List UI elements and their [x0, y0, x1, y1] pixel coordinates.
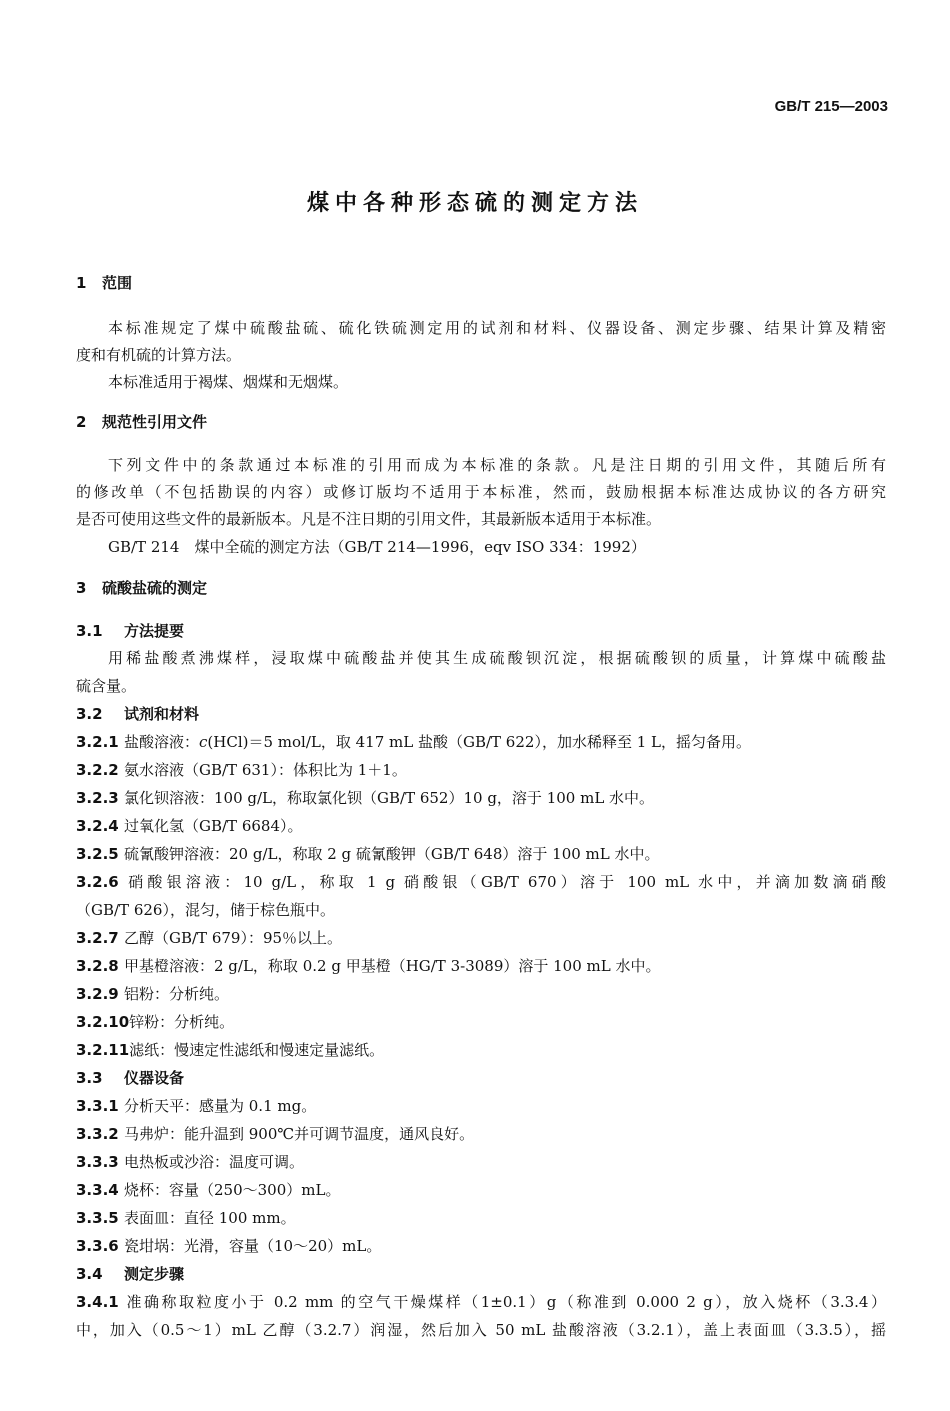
- clause-3-3-3: [76, 1152, 886, 1172]
- paragraph-line: 度和有机硫的计算方法。: [76, 346, 242, 364]
- section-title: 测定步骤: [124, 1265, 185, 1283]
- clause-number: 3.3.2: [76, 1125, 119, 1143]
- clause-number: 3.2.9: [76, 985, 119, 1003]
- clause-text: (HCl)＝5 mol/L，取 417 mL 盐酸（GB/T 622），加水稀释至 1 L，摇匀备用。: [207, 733, 751, 751]
- clause-3-2-6: [76, 872, 886, 892]
- clause-text: 烧杯：容量（250～300）mL。: [124, 1181, 341, 1199]
- subsection-3-3-heading: [76, 1068, 886, 1088]
- clause-number: 3.2.4: [76, 817, 119, 835]
- section-title: 方法提要: [124, 622, 185, 640]
- clause-3-3-5: [76, 1208, 886, 1228]
- section-number: 2: [76, 413, 87, 431]
- clause-number: 3.2.10: [76, 1013, 130, 1031]
- section-number: 1: [76, 274, 87, 292]
- clause-3-2-11: [76, 1040, 886, 1060]
- section-number: 3.3: [76, 1069, 103, 1087]
- section-title: 范围: [102, 274, 133, 292]
- section-title: 硫酸盐硫的测定: [102, 579, 208, 597]
- paragraph-line: 用稀盐酸煮沸煤样，浸取煤中硫酸盐并使其生成硫酸钡沉淀，根据硫酸钡的质量，计算煤中硫酸盐: [108, 649, 886, 667]
- section-number: 3.4: [76, 1265, 103, 1283]
- clause-continuation: 中，加入（0.5～1）mL 乙醇（3.2.7）润湿，然后加入 50 mL 盐酸溶液（3.2.1），盖上表面皿（3.3.5），摇: [76, 1321, 886, 1339]
- clause-3-4-1: [76, 1292, 886, 1312]
- clause-number: 3.2.11: [76, 1041, 130, 1059]
- section-number: 3: [76, 579, 87, 597]
- clause-3-2-8: [76, 956, 886, 976]
- section-title: 仪器设备: [124, 1069, 185, 1087]
- clause-3-2-2: [76, 760, 886, 780]
- clause-number: 3.3.1: [76, 1097, 119, 1115]
- clause-term: 盐酸溶液：: [124, 733, 200, 751]
- clause-3-2-1: [76, 732, 886, 752]
- section-1-heading: [76, 273, 886, 293]
- section-number: 3.1: [76, 622, 103, 640]
- clause-text: 马弗炉：能升温到 900℃并可调节温度，通风良好。: [124, 1125, 475, 1143]
- clause-3-3-6: [76, 1236, 886, 1256]
- section-title: 规范性引用文件: [102, 413, 208, 431]
- paragraph-line: 本标准适用于褐煤、烟煤和无烟煤。: [108, 373, 349, 391]
- clause-number: 3.2.6: [76, 873, 119, 891]
- clause-number: 3.2.1: [76, 733, 119, 751]
- clause-3-2-3: [76, 788, 886, 808]
- clause-text: 硫氰酸钾溶液：20 g/L，称取 2 g 硫氰酸钾（GB/T 648）溶于 100 mL 水中。: [124, 845, 660, 863]
- clause-3-2-4: [76, 816, 886, 836]
- clause-3-2-9: [76, 984, 886, 1004]
- clause-number: 3.2.3: [76, 789, 119, 807]
- clause-text: 瓷坩埚：光滑，容量（10～20）mL。: [124, 1237, 382, 1255]
- clause-text: 铝粉：分析纯。: [124, 985, 230, 1003]
- clause-number: 3.3.3: [76, 1153, 119, 1171]
- clause-text: 过氧化氢（GB/T 6684）。: [124, 817, 303, 835]
- clause-text: 电热板或沙浴：温度可调。: [124, 1153, 305, 1171]
- clause-number: 3.2.8: [76, 957, 119, 975]
- clause-3-2-5: [76, 844, 886, 864]
- subsection-3-2-heading: [76, 704, 886, 724]
- clause-number: 3.4.1: [76, 1293, 119, 1311]
- clause-number: 3.3.5: [76, 1209, 119, 1227]
- clause-3-3-2: [76, 1124, 886, 1144]
- clause-number: 3.3.6: [76, 1237, 119, 1255]
- clause-number: 3.2.5: [76, 845, 119, 863]
- concentration-symbol: c: [199, 733, 208, 751]
- clause-text: 锌粉：分析纯。: [129, 1013, 235, 1031]
- subsection-3-4-heading: [76, 1264, 886, 1284]
- clause-text: 硝酸银溶液：10 g/L，称取 1 g 硝酸银（GB/T 670）溶于 100 mL 水中，并滴加数滴硝酸: [124, 873, 886, 891]
- clause-3-3-1: [76, 1096, 886, 1116]
- clause-3-2-10: [76, 1012, 886, 1032]
- page-title: 煤中各种形态硫的测定方法: [306, 191, 643, 216]
- standard-number: GB/T 215—2003: [774, 98, 888, 115]
- clause-number: 3.3.4: [76, 1181, 119, 1199]
- clause-text: 表面皿：直径 100 mm。: [124, 1209, 296, 1227]
- clause-text: 氨水溶液（GB/T 631）：体积比为 1＋1。: [124, 761, 407, 779]
- clause-number: 3.2.7: [76, 929, 119, 947]
- normative-reference: GB/T 214 煤中全硫的测定方法（GB/T 214—1996，eqv ISO 334：1992）: [108, 538, 646, 556]
- clause-text: 准确称取粒度小于 0.2 mm 的空气干燥煤样（1±0.1）g（称准到 0.000 2 g），放入烧杯（3.3.4）: [124, 1293, 886, 1311]
- paragraph-line: 是否可使用这些文件的最新版本。凡是不注日期的引用文件，其最新版本适用于本标准。: [76, 510, 662, 528]
- clause-text: 乙醇（GB/T 679）：95％以上。: [124, 929, 343, 947]
- clause-number: 3.2.2: [76, 761, 119, 779]
- section-2-heading: [76, 412, 886, 432]
- section-number: 3.2: [76, 705, 103, 723]
- clause-text: 氯化钡溶液：100 g/L，称取氯化钡（GB/T 652）10 g，溶于 100 mL 水中。: [124, 789, 655, 807]
- section-3-heading: [76, 578, 886, 598]
- clause-3-2-7: [76, 928, 886, 948]
- clause-text: 滤纸：慢速定性滤纸和慢速定量滤纸。: [129, 1041, 385, 1059]
- clause-text: 分析天平：感量为 0.1 mg。: [124, 1097, 317, 1115]
- paragraph-line: 的修改单（不包括勘误的内容）或修订版均不适用于本标准，然而，鼓励根据本标准达成协议的各方研究: [76, 483, 886, 501]
- paragraph-line: 下列文件中的条款通过本标准的引用而成为本标准的条款。凡是注日期的引用文件，其随后所有: [108, 456, 886, 474]
- paragraph-line: 硫含量。: [76, 677, 137, 695]
- paragraph-line: 本标准规定了煤中硫酸盐硫、硫化铁硫测定用的试剂和材料、仪器设备、测定步骤、结果计算及精密: [108, 319, 886, 337]
- section-title: 试剂和材料: [124, 705, 200, 723]
- subsection-3-1-heading: [76, 621, 886, 641]
- clause-continuation: （GB/T 626），混匀，储于棕色瓶中。: [76, 901, 335, 919]
- clause-text: 甲基橙溶液：2 g/L，称取 0.2 g 甲基橙（HG/T 3-3089）溶于 100 mL 水中。: [124, 957, 661, 975]
- clause-3-3-4: [76, 1180, 886, 1200]
